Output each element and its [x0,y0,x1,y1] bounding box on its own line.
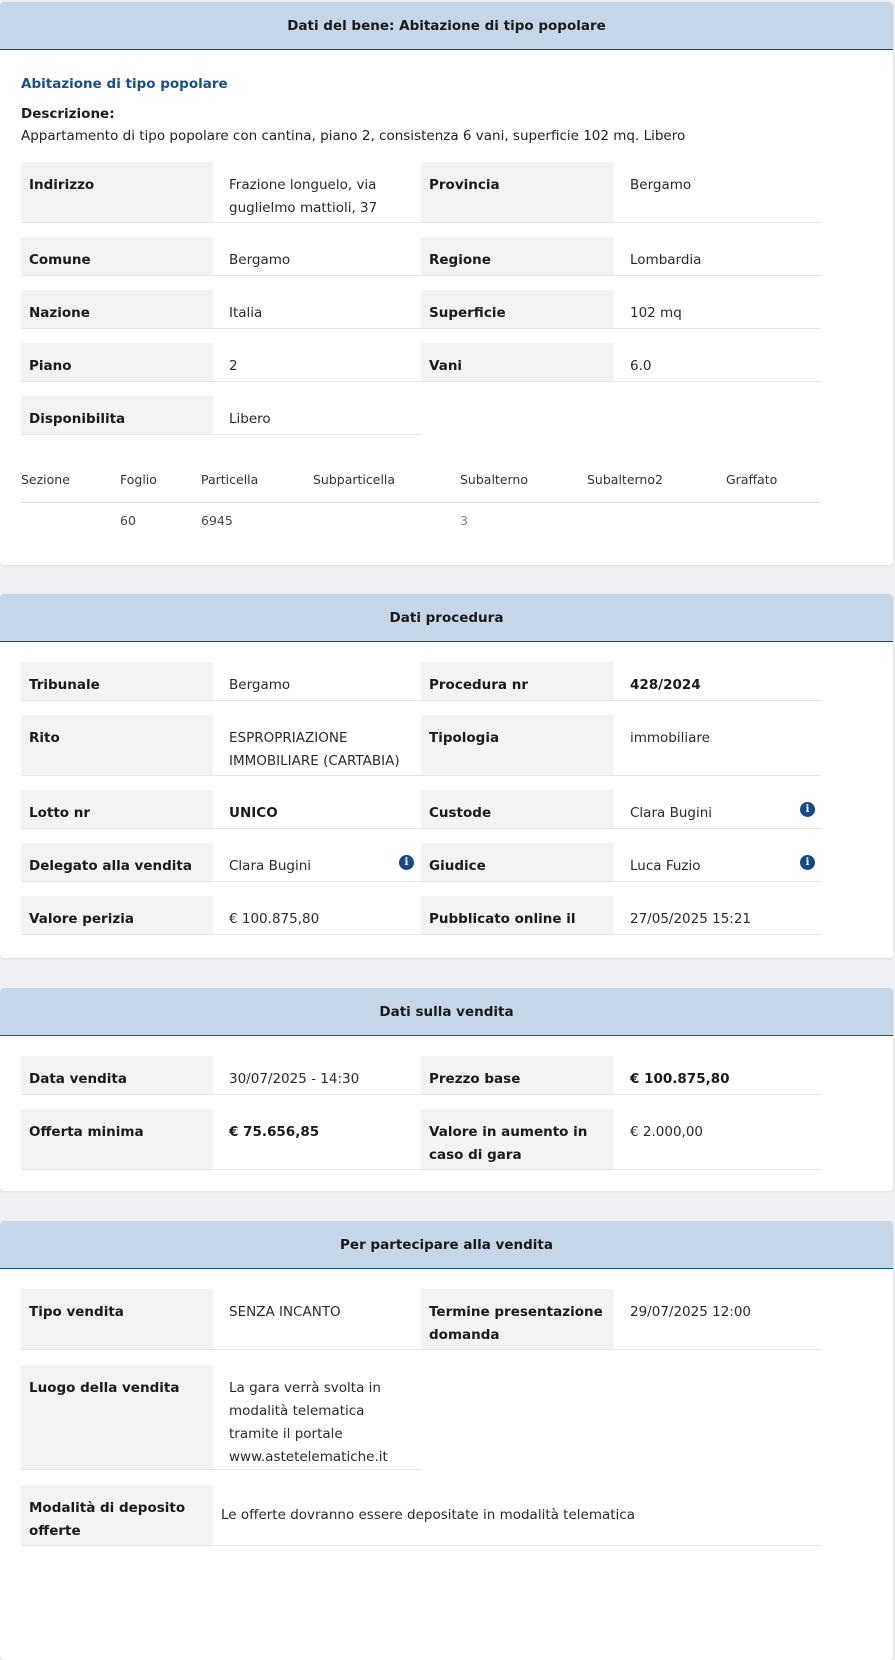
indirizzo-label: Indirizzo [21,162,213,223]
pubblicato-value: 27/05/2025 15:21 [614,896,821,935]
perizia-value: € 100.875,80 [213,896,421,935]
provincia-label: Provincia [421,162,614,223]
card-dati-bene [0,2,893,565]
catasto-header-subalterno: Subalterno [460,472,529,487]
catasto-header-subalterno2: Subalterno2 [587,472,663,487]
modalita-value: Le offerte dovranno essere depositate in modalità telematica [213,1485,821,1546]
modalita-label: Modalità di deposito offerte [21,1485,213,1546]
custode-value: Clara Bugini [614,790,821,829]
tipo-vendita-label: Tipo vendita [21,1289,213,1350]
luogo-label: Luogo della vendita [21,1365,213,1470]
aumento-value: € 2.000,00 [614,1109,821,1170]
custode-label: Custode [421,790,614,829]
termine-value: 29/07/2025 12:00 [614,1289,821,1350]
catasto-cell-subalterno: 3 [460,513,468,528]
comune-label: Comune [21,237,213,276]
card-partecipare [0,1221,893,1660]
prezzo-base-value: € 100.875,80 [614,1056,821,1095]
card-dati-procedura [0,594,893,958]
nazione-value: Italia [213,290,421,329]
procedura-label: Procedura nr [421,662,614,701]
description-label: Descrizione: [21,106,115,122]
catasto-header-foglio: Foglio [120,472,157,487]
nazione-label: Nazione [21,290,213,329]
data-vendita-label: Data vendita [21,1056,213,1095]
delegato-info-icon[interactable]: i [399,855,414,870]
rito-label: Rito [21,715,213,776]
giudice-label: Giudice [421,843,614,882]
piano-value: 2 [213,343,421,382]
tipologia-value: immobiliare [614,715,821,776]
description-text: Appartamento di tipo popolare con cantina, piano 2, consistenza 6 vani, superficie 102 mq. Libero [21,128,686,144]
offerta-minima-value: € 75.656,85 [213,1109,421,1170]
pubblicato-label: Pubblicato online il [421,896,614,935]
card-header-vendita: Dati sulla vendita [0,988,893,1036]
offerta-minima-label: Offerta minima [21,1109,213,1170]
catasto-header-sezione: Sezione [21,472,70,487]
regione-label: Regione [421,237,614,276]
catasto-header-subparticella: Subparticella [313,472,396,487]
data-vendita-value: 30/07/2025 - 14:30 [213,1056,421,1095]
indirizzo-value: Frazione longuelo, via guglielmo mattioli, 37 [213,162,421,223]
perizia-label: Valore perizia [21,896,213,935]
catasto-cell-foglio: 60 [120,513,136,528]
catasto-header-graffato: Graffato [726,472,778,487]
aumento-label: Valore in aumento in caso di gara [421,1109,614,1170]
regione-value: Lombardia [614,237,821,276]
superficie-label: Superficie [421,290,614,329]
vani-label: Vani [421,343,614,382]
prezzo-base-label: Prezzo base [421,1056,614,1095]
bene-subtitle: Abitazione di tipo popolare [21,76,228,92]
disponibilita-label: Disponibilita [21,396,213,435]
procedura-value: 428/2024 [614,662,821,701]
catasto-cell-particella: 6945 [201,513,233,528]
provincia-value: Bergamo [614,162,821,223]
tipologia-label: Tipologia [421,715,614,776]
lotto-label: Lotto nr [21,790,213,829]
card-header-partecipare: Per partecipare alla vendita [0,1221,893,1269]
giudice-value: Luca Fuzio [614,843,821,882]
delegato-value: Clara Bugini [213,843,421,882]
termine-label: Termine presentazione domanda [421,1289,614,1350]
card-dati-vendita [0,988,893,1191]
custode-info-icon[interactable]: i [800,802,815,817]
card-header-bene: Dati del bene: Abitazione di tipo popolare [0,2,893,50]
catasto-header-particella: Particella [201,472,259,487]
catasto-divider [21,502,821,503]
delegato-label: Delegato alla vendita [21,843,213,882]
giudice-info-icon[interactable]: i [800,855,815,870]
tribunale-value: Bergamo [213,662,421,701]
disponibilita-value: Libero [213,396,421,435]
card-header-procedura: Dati procedura [0,594,893,642]
lotto-value: UNICO [213,790,421,829]
rito-value: ESPROPRIAZIONE IMMOBILIARE (CARTABIA) [213,715,421,776]
luogo-value: La gara verrà svolta in modalità telematica tramite il portale www.astetelematiche.it [213,1365,421,1470]
tipo-vendita-value: SENZA INCANTO [213,1289,421,1350]
vani-value: 6.0 [614,343,821,382]
tribunale-label: Tribunale [21,662,213,701]
superficie-value: 102 mq [614,290,821,329]
piano-label: Piano [21,343,213,382]
comune-value: Bergamo [213,237,421,276]
